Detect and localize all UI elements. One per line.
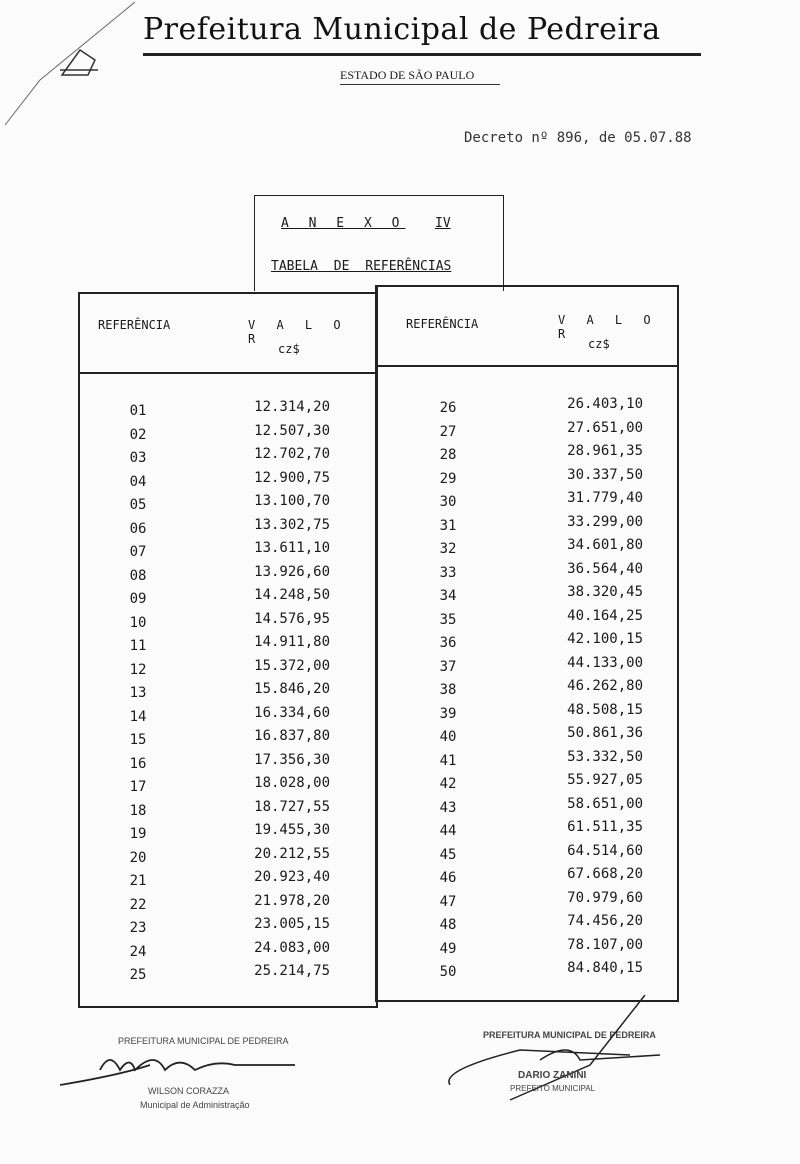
reference-value: 13.302,75 xyxy=(254,516,330,533)
reference-number: 05 xyxy=(129,497,147,513)
col-header-ref: REFERÊNCIA xyxy=(406,317,479,331)
coat-of-arms-icon xyxy=(0,0,150,140)
reference-number: 34 xyxy=(439,588,457,604)
left-name: WILSON CORAZZA xyxy=(148,1086,230,1096)
reference-number: 28 xyxy=(439,447,457,463)
col-header-currency: cz$ xyxy=(588,337,610,351)
reference-number: 17 xyxy=(129,779,147,795)
reference-number: 14 xyxy=(129,708,147,725)
page-title: Prefeitura Municipal de Pedreira xyxy=(143,12,661,47)
reference-value: 78.107,00 xyxy=(567,936,643,953)
state-rule xyxy=(340,84,500,85)
reference-value: 20.923,40 xyxy=(254,869,330,885)
reference-value: 26.403,10 xyxy=(567,396,643,412)
reference-value: 25.214,75 xyxy=(254,963,330,979)
reference-value: 23.005,15 xyxy=(254,916,330,932)
reference-number: 42 xyxy=(439,776,457,792)
reference-value: 24.083,00 xyxy=(254,939,330,956)
reference-number: 31 xyxy=(439,517,457,534)
reference-number: 13 xyxy=(129,685,147,701)
reference-value: 21.978,20 xyxy=(254,892,330,909)
reference-number: 38 xyxy=(439,682,457,698)
state-subtitle: ESTADO DE SÃO PAULO xyxy=(340,68,475,82)
reference-number: 47 xyxy=(439,893,457,910)
reference-number: 24 xyxy=(129,943,147,960)
reference-value: 12.507,30 xyxy=(254,422,330,439)
reference-value: 14.576,95 xyxy=(254,610,330,627)
reference-value: 13.611,10 xyxy=(254,540,330,556)
reference-number: 35 xyxy=(439,611,457,628)
reference-value: 61.511,35 xyxy=(567,819,643,835)
reference-number: 09 xyxy=(129,591,147,607)
reference-number: 41 xyxy=(439,752,457,769)
reference-value: 13.926,60 xyxy=(254,563,330,580)
reference-value: 74.456,20 xyxy=(567,913,643,929)
col-header-currency: cz$ xyxy=(278,342,300,356)
annex-label: A N E X O xyxy=(281,216,406,231)
reference-number: 43 xyxy=(439,799,457,816)
reference-number: 26 xyxy=(439,400,457,416)
reference-number: 10 xyxy=(129,614,147,631)
reference-number: 37 xyxy=(439,658,457,675)
reference-value: 53.332,50 xyxy=(567,748,643,765)
reference-number: 19 xyxy=(129,826,147,842)
reference-number: 01 xyxy=(129,403,147,419)
reference-number: 27 xyxy=(439,423,457,440)
reference-value: 12.702,70 xyxy=(254,446,330,462)
reference-number: 39 xyxy=(439,705,457,722)
reference-value: 38.320,45 xyxy=(567,584,643,600)
reference-number: 49 xyxy=(439,940,457,957)
reference-value: 34.601,80 xyxy=(567,537,643,553)
reference-value: 28.961,35 xyxy=(567,443,643,459)
reference-value: 67.668,20 xyxy=(567,866,643,882)
table-title: TABELA DE REFERÊNCIAS xyxy=(271,259,452,274)
reference-number: 22 xyxy=(129,896,147,913)
reference-number: 03 xyxy=(129,450,147,466)
left-signature xyxy=(60,1045,320,1090)
reference-value: 20.212,55 xyxy=(254,845,330,862)
reference-number: 25 xyxy=(129,967,147,983)
right-stamp: PREFEITURA MUNICIPAL DE PEDREIRA xyxy=(483,1030,656,1040)
right-role: PREFEITO MUNICIPAL xyxy=(510,1084,596,1093)
reference-value: 19.455,30 xyxy=(254,822,330,838)
reference-number: 12 xyxy=(129,661,147,678)
left-role: Municipal de Administração xyxy=(140,1100,250,1110)
reference-number: 50 xyxy=(439,964,457,980)
reference-value: 12.314,20 xyxy=(254,399,330,415)
reference-number: 48 xyxy=(439,917,457,933)
reference-value: 12.900,75 xyxy=(254,469,330,486)
reference-value: 27.651,00 xyxy=(567,419,643,436)
reference-value: 16.837,80 xyxy=(254,728,330,744)
left-table xyxy=(78,292,378,1008)
reference-number: 08 xyxy=(129,567,147,584)
title-rule xyxy=(143,53,701,56)
header-divider xyxy=(378,365,677,367)
reference-number: 20 xyxy=(129,849,147,866)
reference-value: 42.100,15 xyxy=(567,631,643,647)
right-table xyxy=(375,285,679,1002)
reference-value: 55.927,05 xyxy=(567,772,643,788)
reference-number: 36 xyxy=(439,635,457,651)
reference-value: 31.779,40 xyxy=(567,490,643,506)
reference-value: 16.334,60 xyxy=(254,704,330,721)
reference-number: 45 xyxy=(439,846,457,863)
reference-number: 18 xyxy=(129,802,147,819)
reference-number: 06 xyxy=(129,520,147,537)
reference-value: 44.133,00 xyxy=(567,654,643,671)
reference-number: 04 xyxy=(129,473,147,490)
reference-value: 48.508,15 xyxy=(567,701,643,718)
reference-value: 84.840,15 xyxy=(567,960,643,976)
reference-value: 30.337,50 xyxy=(567,466,643,483)
reference-number: 11 xyxy=(129,638,147,654)
reference-value: 18.727,55 xyxy=(254,798,330,815)
reference-number: 46 xyxy=(439,870,457,886)
col-header-value: V A L O R xyxy=(248,318,348,346)
reference-number: 15 xyxy=(129,732,147,748)
header-divider xyxy=(80,372,376,374)
right-name: DARIO ZANINI xyxy=(518,1070,587,1081)
col-header-value: V A L O R xyxy=(558,313,658,341)
reference-number: 23 xyxy=(129,920,147,936)
decree-reference: Decreto nº 896, de 05.07.88 xyxy=(464,130,692,146)
left-stamp: PREFEITURA MUNICIPAL DE PEDREIRA xyxy=(118,1036,289,1046)
reference-value: 14.911,80 xyxy=(254,634,330,650)
reference-value: 13.100,70 xyxy=(254,493,330,509)
reference-number: 21 xyxy=(129,873,147,889)
reference-value: 14.248,50 xyxy=(254,587,330,603)
reference-value: 40.164,25 xyxy=(567,607,643,624)
reference-number: 07 xyxy=(129,544,147,560)
reference-value: 18.028,00 xyxy=(254,775,330,791)
reference-value: 36.564,40 xyxy=(567,560,643,577)
reference-number: 30 xyxy=(439,494,457,510)
reference-value: 15.372,00 xyxy=(254,657,330,674)
reference-value: 50.861,36 xyxy=(567,725,643,741)
reference-number: 44 xyxy=(439,823,457,839)
reference-value: 17.356,30 xyxy=(254,751,330,768)
reference-number: 40 xyxy=(439,729,457,745)
reference-number: 02 xyxy=(129,426,147,443)
reference-number: 32 xyxy=(439,541,457,557)
col-header-ref: REFERÊNCIA xyxy=(98,318,171,332)
reference-value: 64.514,60 xyxy=(567,842,643,859)
reference-value: 70.979,60 xyxy=(567,889,643,906)
reference-value: 58.651,00 xyxy=(567,795,643,812)
reference-number: 33 xyxy=(439,564,457,581)
annex-number: IV xyxy=(435,216,451,231)
reference-value: 46.262,80 xyxy=(567,678,643,694)
reference-number: 29 xyxy=(439,470,457,487)
reference-number: 16 xyxy=(129,755,147,772)
reference-value: 33.299,00 xyxy=(567,513,643,530)
reference-value: 15.846,20 xyxy=(254,681,330,697)
annex-box xyxy=(254,195,504,291)
